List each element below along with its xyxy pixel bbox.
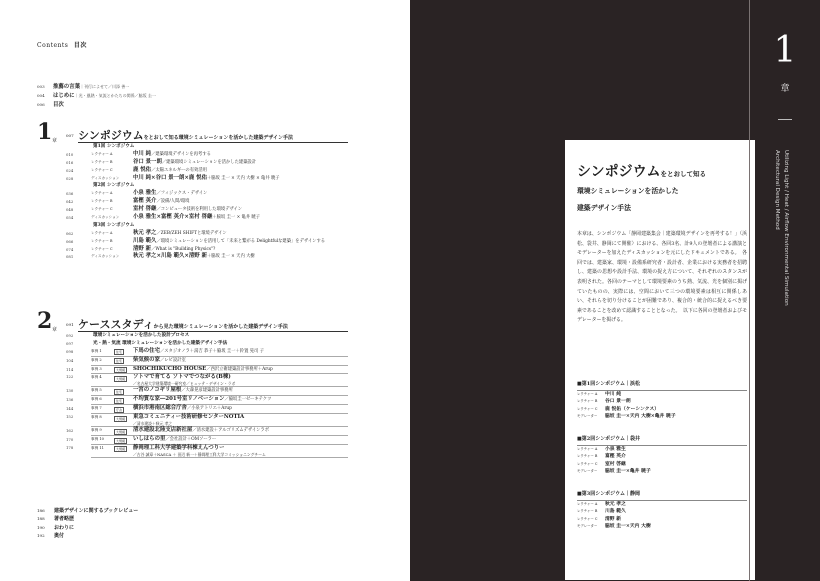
entry-name: 小泉 雅生 — [133, 190, 157, 197]
entry-page: 178 — [66, 444, 74, 450]
entry-text — [133, 357, 186, 365]
entry-page: 114 — [66, 366, 74, 372]
entry-role: レクチャー B — [91, 159, 113, 164]
case-desc: ／大森晃彦建築設計事務所 — [181, 388, 233, 394]
entry-page: 024 — [66, 167, 74, 173]
entry-text — [133, 214, 260, 222]
case-entry[interactable] — [66, 357, 348, 365]
member-role: レクチャー C — [577, 461, 598, 466]
case-name-text: ソトマで育てる ソトマでつながる(B棟) — [133, 374, 231, 381]
entry-page: 104 — [66, 357, 74, 363]
entry-page: 136 — [66, 397, 74, 403]
side-english-line2: Utilizing Light / Heat / Airflow Environmental Simulation — [783, 150, 789, 306]
case-desc: ／古谷 誠章＋NASCA ＋ 田辺 新一＋静岡理工科大学コミッショニングチーム — [133, 451, 266, 457]
entry-desc: ／フィジックス・デザイン — [156, 191, 208, 197]
case-type-badge: 庁舎 — [116, 407, 123, 412]
case-entry[interactable] — [66, 436, 348, 444]
entry-role: レクチャー B — [91, 199, 113, 204]
entry-text — [133, 238, 325, 246]
contents-label: Contents — [37, 42, 69, 49]
entry-text — [133, 253, 255, 261]
case-name: 清水建設北陸支店新社屋 — [133, 427, 193, 434]
case-name — [133, 374, 235, 381]
session-member — [577, 461, 747, 468]
case-number: 事例 4 — [91, 375, 102, 380]
case-entry[interactable] — [66, 405, 348, 413]
case-entry[interactable] — [66, 427, 348, 435]
entry-name: 秋元 孝之×川島 範久×清野 新 — [133, 253, 207, 260]
case-entry[interactable] — [66, 414, 348, 426]
toc-entry[interactable] — [66, 340, 348, 348]
side-chapter-number: 1 — [773, 30, 797, 71]
member-name: 室村 啓継 — [605, 460, 626, 467]
side-english-title — [774, 150, 796, 360]
case-name: 横浜市港南区総合庁舎 — [133, 405, 187, 412]
member-name: 川島 範久 — [605, 508, 626, 515]
entry-text — [133, 167, 207, 175]
entry-desc: ／太陽エネルギーの有効活用 — [151, 167, 207, 173]
entry-desc: ＋脇坂 圭一 × 亀井 暁子 — [212, 215, 261, 221]
entry-name: 鹿 悦佑 — [133, 166, 152, 173]
entry-page: 144 — [66, 406, 74, 412]
entry-text — [133, 436, 216, 444]
case-number: 事例 11 — [91, 445, 104, 450]
case-desc: ／清水建設＋アルゴリズムデザインラボ — [192, 428, 270, 434]
entry-role: レクチャー A — [91, 151, 113, 156]
entry-page: 152 — [66, 414, 74, 420]
session-head: ■第1回シンポジウム｜浜松 — [577, 381, 641, 387]
entry-page: 081 — [66, 254, 74, 260]
entry-page: 054 — [66, 215, 74, 221]
intro-title-line3: 建築デザイン手法 — [577, 204, 631, 212]
session-title: 第1回 シンポジウム — [93, 144, 135, 149]
entry-page: 010 — [66, 151, 74, 157]
entry-page: 066 — [66, 238, 74, 244]
entry-text — [133, 414, 244, 427]
contents-heading — [37, 40, 87, 49]
entry-text — [133, 405, 232, 413]
member-role: モデレーター — [577, 414, 598, 419]
chapter1-number: 1 — [37, 119, 53, 145]
entry-text: 光・熱・気流 環境シミュレーションを活かした建築デザイン手法 — [93, 340, 228, 346]
entry-text — [133, 445, 266, 458]
entry-role: レクチャー C — [91, 167, 113, 172]
case-name-text: 東急コミュニティー技術研修センターNOTIA — [133, 414, 245, 421]
entry-role: ディスカッション — [91, 175, 120, 180]
case-entry[interactable] — [66, 445, 348, 457]
back-item[interactable]: 192 奥付 — [37, 532, 65, 539]
entry-role: レクチャー A — [91, 191, 113, 196]
entry-text — [133, 396, 271, 404]
front-item[interactable]: 003 推薦の言葉｜刊行によせて／川添 善一 — [37, 84, 130, 90]
entry-desc: ／環境シミュレーションを活用して「未来と繋がる Delightfulな建築」をデザインする — [156, 238, 326, 244]
entry-name: 小泉 雅生×富樫 英介×室村 啓継 — [133, 214, 213, 221]
case-name: 一宮のノコギリ屋根 — [133, 387, 182, 394]
case-number: 事例 3 — [91, 366, 102, 371]
entry-role: ディスカッション — [91, 254, 120, 259]
entry-page: 042 — [66, 199, 74, 205]
chapter-opener-page — [410, 0, 820, 581]
member-name: 秋元 孝之 — [605, 501, 626, 507]
member-name: 小泉 雅生 — [605, 446, 626, 452]
member-role: レクチャー A — [577, 502, 598, 506]
member-role: レクチャー B — [577, 399, 598, 404]
entry-name: 富樫 英介 — [133, 198, 157, 205]
case-name — [133, 414, 244, 421]
entry-page: 092 — [66, 333, 74, 338]
entry-page: 028 — [66, 175, 74, 181]
case-name-text: 静岡理工科大学建築学科棟えんつりー — [133, 444, 225, 451]
entry-text — [133, 427, 269, 435]
back-item[interactable]: 186 建築デザインに関するブックレビュー — [37, 508, 139, 514]
case-type-badge: 大規模 — [116, 368, 126, 373]
case-desc: ／名古屋大学建築環境一研究室／ヒュッテ・デザイン・ラボ — [133, 381, 236, 387]
case-type-badge: 大規模 — [116, 416, 126, 421]
member-name: 谷口 景一朗 — [605, 398, 631, 405]
case-entry[interactable] — [66, 348, 348, 356]
session-block — [577, 435, 747, 476]
front-item[interactable]: 006 目次 — [37, 102, 64, 109]
member-role: レクチャー C — [577, 406, 598, 411]
side-divider — [778, 119, 792, 120]
entry-text — [133, 198, 189, 206]
entry-desc: ／コンピュータ技術を利用した環境デザイン — [156, 207, 243, 213]
case-name: 下馬の住宅 — [133, 347, 160, 354]
case-number: 事例 6 — [91, 397, 102, 402]
case-entry[interactable] — [66, 366, 348, 374]
entry-desc: ＋脇坂 圭一 × 天内 大樹 × 亀井 暁子 — [206, 175, 280, 181]
member-role: レクチャー A — [577, 392, 598, 396]
entry-page: 097 — [66, 340, 74, 346]
case-type-badge: 住宅 — [116, 359, 123, 364]
member-role: レクチャー B — [577, 509, 598, 514]
entry-desc: ／建築環境シミュレーションを活かした建築設計 — [161, 159, 257, 165]
entry-name: 清野 新 — [133, 245, 152, 252]
entry-page: 062 — [66, 230, 74, 236]
entry-role: レクチャー B — [91, 238, 113, 243]
case-desc: ／脇坂圭一ゼーキテクツ — [224, 397, 272, 403]
entry-text — [133, 206, 242, 214]
entry-role: レクチャー A — [91, 230, 113, 235]
chapter2-number: 2 — [37, 308, 53, 334]
entry-desc: ／建築環境デザインを再考する — [151, 151, 211, 157]
session-member — [577, 398, 747, 405]
member-name: 脇坂 圭一×天内 大樹×亀井 暁子 — [605, 413, 676, 420]
case-number: 事例 5 — [91, 388, 102, 393]
session-member — [577, 523, 747, 530]
session-member — [577, 413, 747, 420]
entry-text — [133, 159, 256, 167]
session-block — [577, 490, 747, 531]
entry-role: ディスカッション — [91, 215, 120, 220]
entry-page: 162 — [66, 428, 74, 434]
case-number: 事例 9 — [91, 428, 102, 433]
case-name: 柴気候の家 — [133, 356, 160, 363]
entry-text — [133, 366, 273, 374]
entry-desc: ／設備/人間/環境 — [156, 199, 190, 205]
chapter2-page: 091 — [66, 322, 74, 327]
case-type-badge: 大規模 — [116, 376, 126, 381]
member-role: レクチャー B — [577, 454, 598, 459]
session-title: 第3回 シンポジウム — [93, 222, 135, 228]
entry-page: 122 — [66, 374, 74, 380]
entry-text — [133, 151, 211, 159]
member-role: レクチャー A — [577, 447, 598, 451]
entry-role: レクチャー C — [91, 207, 113, 212]
member-role: モデレーター — [577, 524, 598, 529]
entry-role: レクチャー C — [91, 246, 113, 251]
member-name: 脇坂 圭一×天内 大樹 — [605, 523, 651, 530]
case-entry[interactable] — [66, 387, 348, 395]
entry-text: 環境シミュレーションを活かした設計プロセス — [93, 333, 190, 338]
case-desc: ／会社設計＋OMソーラー — [165, 437, 217, 443]
case-desc: ／清水建設＋秋元 孝之 — [133, 421, 173, 427]
session-member — [577, 516, 747, 523]
case-type-badge: 大規模 — [116, 429, 126, 434]
back-matter-list — [37, 507, 138, 540]
entry-text — [133, 374, 235, 387]
case-type-badge: 住宅 — [116, 350, 123, 355]
session-member — [577, 508, 747, 515]
contents-jp: 目次 — [73, 42, 87, 49]
entry-page: 098 — [66, 348, 74, 354]
entry-name: 室村 啓継 — [133, 206, 157, 213]
session-member — [577, 391, 747, 398]
entry-desc: ＋脇坂 圭一 × 天内 大樹 — [206, 254, 255, 260]
chapter2-sho: 章 — [52, 327, 58, 333]
chapter2-entries — [66, 332, 348, 458]
entry-name: 秋元 孝之 — [133, 229, 157, 236]
chapter1-sho: 章 — [52, 138, 58, 144]
member-role: レクチャー C — [577, 516, 598, 521]
entry-page: 170 — [66, 437, 74, 443]
intro-panel — [565, 140, 755, 580]
entry-text — [133, 387, 233, 395]
case-number: 事例 2 — [91, 357, 102, 362]
entry-desc: ／ZEB/ZEH SHIFTと環境デザイン — [156, 230, 227, 236]
member-name: 鹿 悦佑（ケーシンクス） — [605, 405, 660, 412]
entry-name: 中川 純×谷口 景一朗×鹿 悦佑 — [133, 174, 207, 181]
case-number: 事例 8 — [91, 415, 102, 420]
case-desc: ／スタジオノラ＋湯吉 恭子＋脇坂 圭一＋鈴置 晃司 子 — [159, 348, 265, 354]
entry-page: 130 — [66, 388, 74, 394]
case-type-badge: 大規模 — [116, 447, 126, 452]
session-member — [577, 446, 747, 453]
session-member — [577, 468, 747, 475]
case-entry[interactable] — [66, 396, 348, 404]
case-name: いしはらの里 — [133, 436, 166, 443]
entry-text — [133, 348, 264, 356]
entry-text — [133, 175, 280, 183]
side-chapter-sho: 章 — [780, 84, 790, 94]
back-item[interactable]: 190 おわりに — [37, 524, 75, 531]
case-type-badge: 住宅 — [116, 398, 123, 403]
case-desc: ／小泉アトリエ＋Arup — [186, 406, 232, 412]
case-type-badge: 大規模 — [116, 438, 126, 443]
entry-desc: ／What is "Building Physics"? — [151, 246, 216, 252]
member-role: モデレーター — [577, 469, 598, 474]
session-block — [577, 380, 747, 421]
member-name: 脇坂 圭一×亀井 暁子 — [605, 468, 651, 475]
session-member — [577, 501, 747, 508]
session-head: ■第3回シンポジウム｜静岡 — [577, 491, 641, 497]
back-item[interactable]: 188 著者略歴 — [37, 516, 75, 523]
entry-name: 中川 純 — [133, 150, 152, 157]
case-number: 事例 1 — [91, 348, 102, 353]
entry-page: 036 — [66, 191, 74, 197]
member-name: 清野 新 — [605, 515, 622, 522]
entry-text — [133, 230, 227, 238]
entry-page: 016 — [66, 159, 74, 165]
session-member — [577, 453, 747, 460]
entry-page: 048 — [66, 207, 74, 213]
case-name: 不均質な家―201号室リノベーション — [133, 396, 225, 403]
case-type-badge: 住宅 — [116, 389, 123, 394]
entry-name: 谷口 景一朗 — [133, 158, 162, 165]
case-entry[interactable] — [66, 374, 348, 386]
member-name: 中川 純 — [605, 391, 622, 397]
entry-name: 川島 範久 — [133, 237, 157, 244]
side-english-line1: Architectural Design Method — [774, 150, 780, 230]
chapter-sidebar — [749, 0, 820, 581]
intro-title-line1: シンポジウムをとおして知る — [577, 164, 707, 180]
case-number: 事例 10 — [91, 437, 104, 442]
session-head: ■第2回シンポジウム｜袋井 — [577, 436, 641, 442]
member-name: 富樫 英介 — [605, 453, 626, 460]
case-desc: ／レビ設計室 — [159, 357, 186, 363]
chapter1-page: 007 — [66, 133, 74, 138]
entry-page: 074 — [66, 246, 74, 252]
case-desc: ／西沢立衛建築設計事務所＋Arup — [206, 366, 273, 372]
case-name — [133, 445, 266, 452]
intro-body-text: 本章は、シンポジウム「静岡建築集会｜建築環境デザインを再考する！」（浜松、袋井、静岡にて開催）における、各回3名、計9人の登壇者による講演とモデレーターを加えたディスカッションを元にしたドキュメントである。 各回では、建築家、環境・設備系研究者・設計者、企業における実務者を招聘し、建築の思想や設計手法、環境の捉え方について、それぞれのスタンスが表明された。各回のテーマとして環境要素のうち熱、気流、光を個別に掲げていたものの、実際には、空間において三つの環境要素は相互に関係しあい、それらを切り分けることが困難であり、複合的・統合的に捉えるべき要素であることを改めて認識することとなった。 以下に各回の登壇者およびモデレーターを掲げる。 — [577, 231, 747, 324]
case-number: 事例 7 — [91, 406, 102, 411]
intro-title-line2: 環境シミュレーションを活かした — [577, 187, 679, 195]
chapter1-title[interactable]: シンポジウムをとおして知る環境シミュレーションを活かした建築デザイン手法 — [78, 129, 293, 142]
chapter2-title[interactable]: ケーススタディから見た環境シミュレーションを活かした建築デザイン手法 — [78, 318, 288, 331]
session-title: 第2回 シンポジウム — [93, 183, 135, 189]
toc-entry[interactable] — [66, 332, 348, 340]
case-name: SHOCHIKUCHO HOUSE — [133, 365, 207, 372]
front-item[interactable]: 004 はじめに｜光・風熱・気流とかたちの関係／脇坂 圭一 — [37, 93, 156, 100]
front-matter-list — [37, 83, 156, 111]
